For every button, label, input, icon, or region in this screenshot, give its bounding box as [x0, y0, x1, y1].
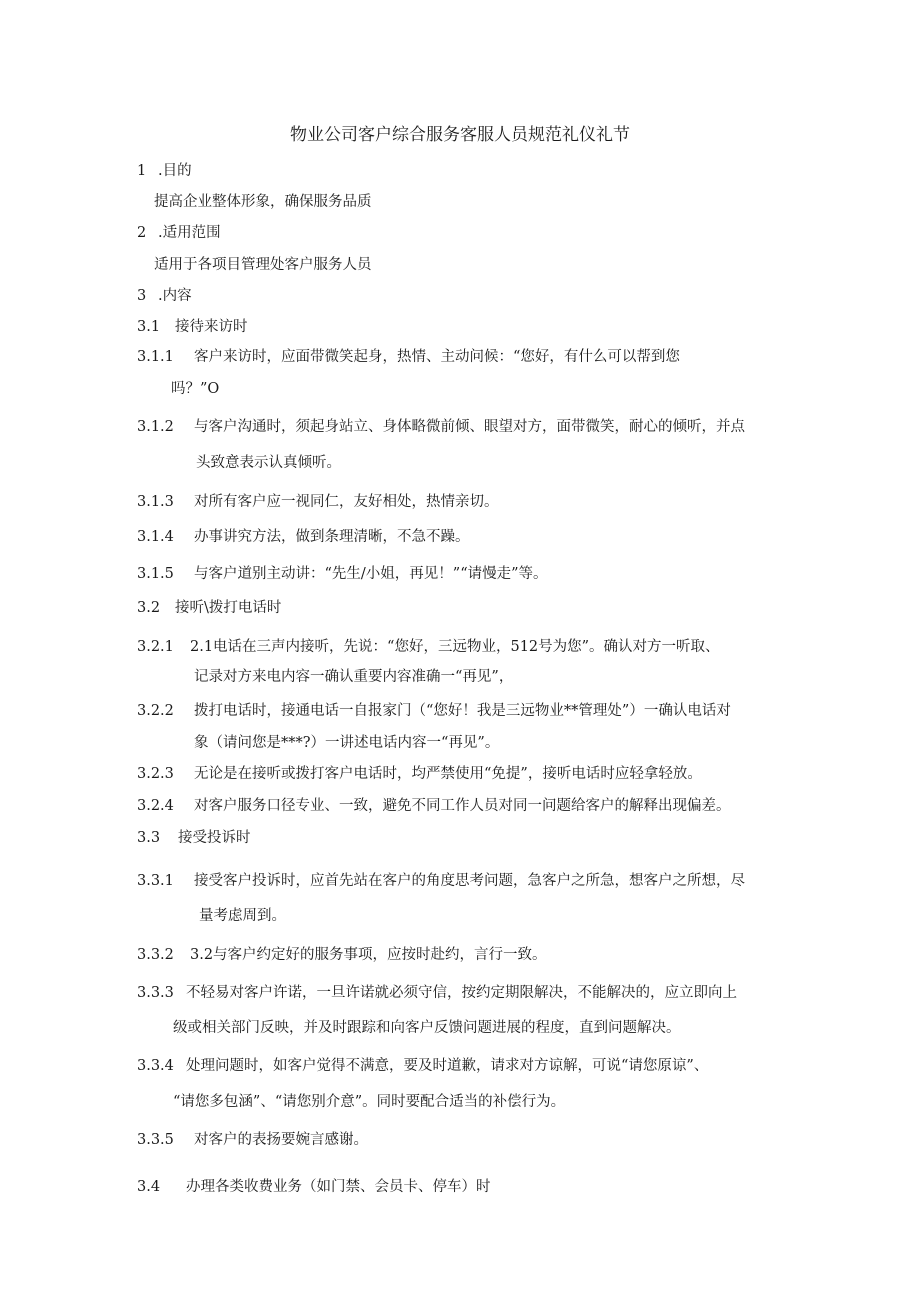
item-3-3-2-number: 3.3.2 — [137, 947, 174, 963]
section-2-number: 2 — [137, 225, 147, 241]
item-3-1-3-number: 3.1.3 — [137, 494, 174, 510]
item-3-1-1-line-1: 客户来访时，应面带微笑起身，热情、主动问候：“您好，有什么可以帮到您 — [194, 349, 680, 365]
item-3-3-1-number: 3.3.1 — [137, 873, 174, 889]
item-3-3-4-line-1: 处理问题时，如客户觉得不满意，要及时道歉，请求对方谅解，可说“请您原谅”、 — [186, 1058, 709, 1074]
item-3-3-3-number: 3.3.3 — [137, 985, 174, 1001]
item-3-1-5-number: 3.1.5 — [137, 566, 174, 582]
section-3-3-number: 3.3 — [137, 830, 161, 846]
section-3-heading: .内容 — [158, 288, 192, 304]
item-3-3-3-line-1: 不轻易对客户许诺，一旦许诺就必须守信，按约定期限解决，不能解决的，应立即向上 — [186, 985, 737, 1001]
section-1-body: 提高企业整体形象，确保服务品质 — [154, 194, 372, 210]
item-3-1-1-line-2: 吗？”O — [171, 381, 220, 397]
item-3-1-2-line-1: 与客户沟通时，须起身站立、身体略微前倾、眼望对方，面带微笑，耐心的倾听，并点 — [194, 419, 745, 435]
item-3-2-2-line-1: 拨打电话时，接通电话一自报家门（“您好！我是三远物业**管理处”）一确认电话对 — [194, 703, 731, 719]
item-3-2-4-number: 3.2.4 — [137, 798, 174, 814]
section-3-1-number: 3.1 — [137, 319, 161, 335]
section-3-3-heading: 接受投诉时 — [178, 830, 251, 846]
item-3-1-4-number: 3.1.4 — [137, 529, 174, 545]
item-3-1-2-line-2: 头致意表示认真倾听。 — [196, 455, 341, 471]
item-3-3-1-line-2: 量考虑周到。 — [199, 908, 286, 924]
section-3-4-number: 3.4 — [137, 1179, 161, 1195]
item-3-1-5-text: 与客户道别主动讲：“先生/小姐，再见！”“请慢走”等。 — [194, 566, 548, 582]
section-3-2-number: 3.2 — [137, 600, 161, 616]
item-3-3-1-line-1: 接受客户投诉时，应首先站在客户的角度思考问题，急客户之所急，想客户之所想，尽 — [194, 873, 745, 889]
item-3-2-1-line-2: 记录对方来电内容一确认重要内容准确一“再见”， — [194, 669, 514, 685]
item-3-3-5-number: 3.3.5 — [137, 1132, 174, 1148]
section-1-number: 1 — [137, 163, 147, 179]
item-3-3-2-text: 3.2与客户约定好的服务事项，应按时赴约，言行一致。 — [190, 947, 547, 963]
section-3-4-heading: 办理各类收费业务（如门禁、会员卡、停车）时 — [186, 1179, 491, 1195]
item-3-3-3-line-2: 级或相关部门反映，并及时跟踪和向客户反馈问题进展的程度，直到问题解决。 — [173, 1020, 681, 1036]
item-3-3-5-text: 对客户的表扬要婉言感谢。 — [194, 1132, 368, 1148]
item-3-2-2-number: 3.2.2 — [137, 703, 174, 719]
item-3-2-1-line-1: 2.1电话在三声内接听，先说：“您好，三远物业，512号为您”。确认对方一听取、 — [190, 639, 720, 655]
item-3-2-2-line-2: 象（请问您是***?）一讲述电话内容一“再见”。 — [194, 735, 500, 751]
item-3-2-4-text: 对客户服务口径专业、一致，避免不同工作人员对同一问题给客户的解释出现偏差。 — [194, 798, 731, 814]
item-3-2-3-text: 无论是在接听或拨打客户电话时，均严禁使用“免提”，接听电话时应轻拿轻放。 — [194, 766, 702, 782]
item-3-2-3-number: 3.2.3 — [137, 766, 174, 782]
item-3-1-4-text: 办事讲究方法，做到条理清晰，不急不躁。 — [194, 529, 470, 545]
item-3-1-3-text: 对所有客户应一视同仁，友好相处，热情亲切。 — [194, 494, 499, 510]
section-1-heading: .目的 — [158, 163, 192, 179]
item-3-3-4-line-2: “请您多包涵”、“请您别介意”。同时要配合适当的补偿行为。 — [173, 1094, 566, 1110]
document-title: 物业公司客户综合服务客服人员规范礼仪礼节 — [290, 125, 630, 145]
section-3-2-heading: 接听\拨打电话时 — [175, 600, 282, 616]
item-3-1-2-number: 3.1.2 — [137, 419, 174, 435]
item-3-3-4-number: 3.3.4 — [137, 1058, 174, 1074]
item-3-1-1-number: 3.1.1 — [137, 349, 174, 365]
section-2-heading: .适用范围 — [158, 225, 221, 241]
item-3-2-1-number: 3.2.1 — [137, 639, 174, 655]
section-3-number: 3 — [137, 288, 147, 304]
section-2-body: 适用于各项目管理处客户服务人员 — [154, 257, 372, 273]
section-3-1-heading: 接待来访时 — [175, 319, 248, 335]
